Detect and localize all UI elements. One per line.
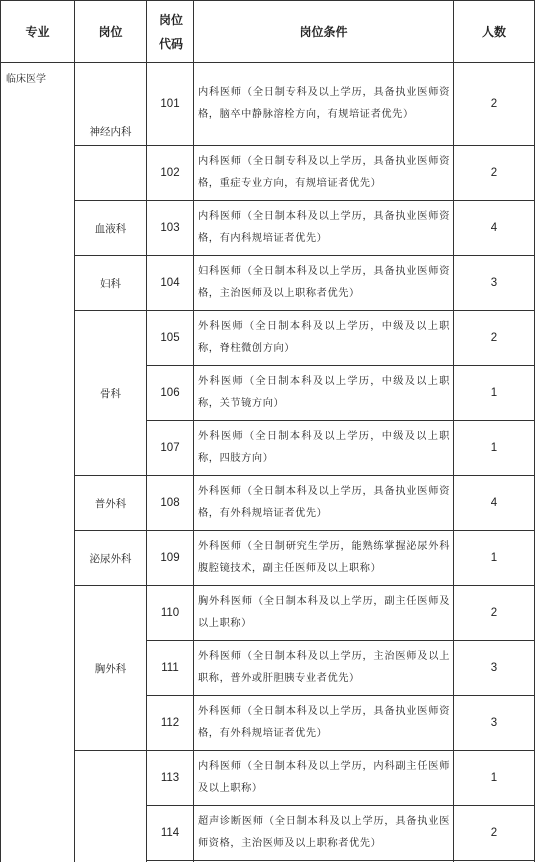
position-condition [194,201,453,255]
condition-text: 外科医师（全日制研究生学历，能熟练掌握泌尿外科腹腔镜技术，副主任医师及以上职称） [198,541,450,574]
position-code: 105 [160,332,180,344]
row-line [146,860,535,861]
condition-text: 外科医师（全日制本科及以上学历，中级及以上职称，关节镜方向） [198,376,450,409]
condition-text: 内科医师（全日制本科及以上学历，内科副主任医师及以上职称） [198,761,450,794]
condition-text: 外科医师（全日制本科及以上学历，具备执业医师资格，有外科规培证者优先） [198,706,450,739]
position-code: 106 [160,387,180,399]
header-position: 岗位 [98,25,123,39]
department-cell: 血液科 [94,222,127,235]
position-code: 110 [160,607,180,619]
headcount: 4 [490,222,498,234]
major-cell: 临床医学 [6,74,46,85]
department-cell: 妇科 [100,277,121,290]
headcount: 2 [490,167,498,179]
position-condition [194,641,453,695]
position-code: 102 [160,167,180,179]
position-condition [194,751,453,805]
position-condition [194,256,453,310]
headcount: 3 [490,277,498,289]
position-code: 101 [160,98,180,110]
condition-text: 外科医师（全日制本科及以上学历，具备执业医师资格，有外科规培证者优先） [198,486,450,519]
position-condition [194,366,453,420]
headcount: 2 [490,827,498,839]
position-code: 109 [160,552,180,564]
condition-text: 内科医师（全日制专科及以上学历，具备执业医师资格，重症专业方向，有规培证者优先） [198,156,450,189]
header-major: 专业 [25,25,50,39]
headcount: 1 [490,442,498,454]
position-code: 107 [160,442,180,454]
header-condition: 岗位条件 [299,25,348,39]
column-line [0,0,1,862]
department-cell: 骨科 [100,387,121,400]
position-condition [194,586,453,640]
position-code: 103 [160,222,180,234]
department-cell: 普外科 [94,497,127,510]
headcount: 4 [490,497,498,509]
condition-text: 外科医师（全日制本科及以上学历，主治医师及以上职称，普外或肝胆胰专业者优先） [198,651,450,684]
headcount: 1 [490,387,498,399]
position-condition [194,806,453,860]
department-cell: 胸外科 [94,662,127,675]
position-code: 114 [160,827,180,839]
header-code: 岗位代码 [159,13,184,51]
position-code: 112 [160,717,180,729]
department-cell: 泌尿外科 [89,552,132,565]
position-code: 108 [160,497,180,509]
position-condition [194,696,453,750]
condition-text: 内科医师（全日制专科及以上学历，具备执业医师资格，脑卒中静脉溶栓方向，有规培证者优先） [198,87,450,120]
position-condition [194,476,453,530]
headcount: 1 [490,552,498,564]
condition-text: 胸外科医师（全日制本科及以上学历，副主任医师及以上职称） [198,596,450,629]
condition-text: 外科医师（全日制本科及以上学历，中级及以上职称，脊柱微创方向） [198,321,450,354]
condition-text: 内科医师（全日制本科及以上学历，具备执业医师资格，有内科规培证者优先） [198,211,450,244]
position-code: 111 [161,662,179,674]
position-condition [194,531,453,585]
position-condition [194,146,453,200]
position-condition [194,421,453,475]
headcount: 2 [490,98,498,110]
headcount: 3 [490,662,498,674]
position-condition [194,63,453,145]
department-cell: 神经内科 [89,126,132,138]
condition-text: 外科医师（全日制本科及以上学历，中级及以上职称，四肢方向） [198,431,450,464]
position-code: 104 [160,277,180,289]
position-code: 113 [160,772,180,784]
headcount: 2 [490,607,498,619]
condition-text: 妇科医师（全日制本科及以上学历，具备执业医师资格，主治医师及以上职称者优先） [198,266,450,299]
headcount: 3 [490,717,498,729]
condition-text: 超声诊断医师（全日制本科及以上学历，具备执业医师资格，主治医师及以上职称者优先） [198,816,450,849]
headcount: 2 [490,332,498,344]
headcount: 1 [490,772,498,784]
header-count: 人数 [481,25,506,39]
position-condition [194,311,453,365]
